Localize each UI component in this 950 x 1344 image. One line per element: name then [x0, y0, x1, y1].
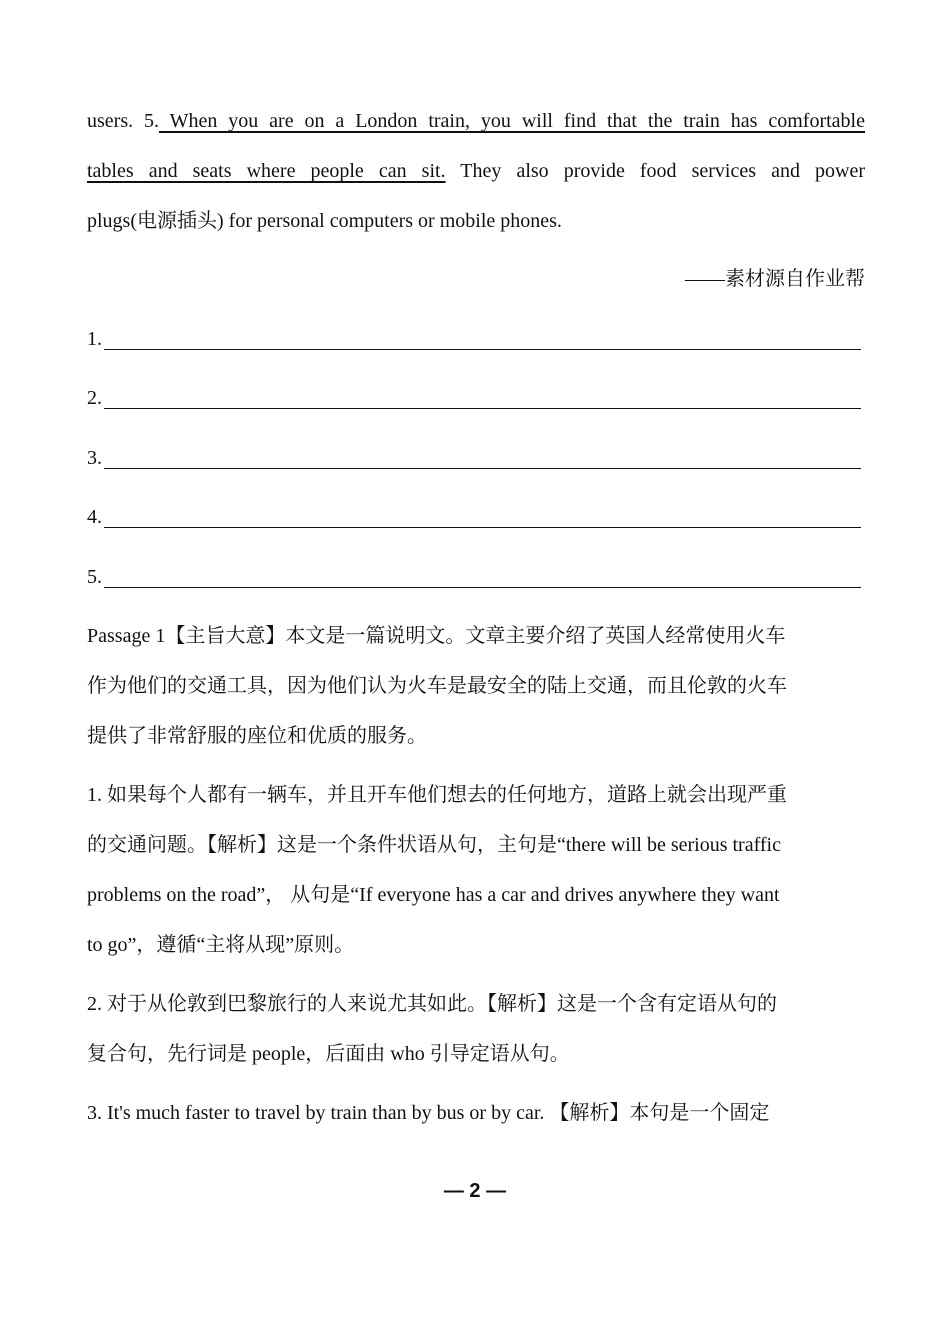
- underlined-sentence: tables and seats where people can sit.: [87, 160, 446, 182]
- answer-blank-2[interactable]: [87, 383, 861, 413]
- blank-number: 1.: [87, 328, 102, 350]
- answer-blank-1[interactable]: [87, 324, 861, 354]
- passage-line-2: [87, 156, 865, 186]
- blank-line[interactable]: [104, 443, 861, 469]
- blank-number: 5.: [87, 566, 102, 588]
- answer-blank-4[interactable]: [87, 502, 861, 532]
- summary-line: 提供了非常舒服的座位和优质的服务。: [87, 725, 427, 747]
- summary-line: 作为他们的交通工具，因为他们认为火车是最安全的陆上交通，而且伦敦的火车: [87, 675, 787, 697]
- answer-blank-3[interactable]: [87, 443, 861, 473]
- blank-line[interactable]: [104, 383, 861, 409]
- underlined-sentence: When you are on a London train, you will find that the train has comfortable: [159, 110, 865, 132]
- answer-explanation-1: problems on the road”， 从句是“If everyone has a car and drives anywhere they want: [87, 884, 780, 906]
- passage-text: users. 5.: [87, 110, 160, 132]
- passage-text: They also provide food services and power: [445, 160, 865, 182]
- answer-explanation-1: to go”，遵循“主将从现”原则。: [87, 934, 355, 956]
- answer-explanation-2: 2. 对于从伦敦到巴黎旅行的人来说尤其如此。【解析】这是一个含有定语从句的: [87, 993, 777, 1015]
- blank-number: 4.: [87, 506, 102, 528]
- blank-number: 2.: [87, 387, 102, 409]
- source-attribution: ——素材源自作业帮: [685, 268, 865, 290]
- page-number: — 2 —: [443, 1180, 507, 1202]
- blank-line[interactable]: [104, 502, 861, 528]
- blank-number: 3.: [87, 447, 102, 469]
- answer-explanation-3: 3. It's much faster to travel by train than by bus or by car. 【解析】本句是一个固定: [87, 1102, 770, 1124]
- passage-line-3: plugs(电源插头) for personal computers or mobile phones.: [87, 210, 562, 232]
- answer-explanation-2: 复合句，先行词是 people，后面由 who 引导定语从句。: [87, 1043, 570, 1065]
- summary-line: Passage 1【主旨大意】本文是一篇说明文。文章主要介绍了英国人经常使用火车: [87, 625, 786, 647]
- answer-explanation-1: 1. 如果每个人都有一辆车，并且开车他们想去的任何地方，道路上就会出现严重: [87, 784, 787, 806]
- blank-line[interactable]: [104, 562, 861, 588]
- blank-line[interactable]: [104, 324, 861, 350]
- passage-line-1: [87, 106, 865, 136]
- answer-explanation-1: 的交通问题。【解析】这是一个条件状语从句，主句是“there will be serious traffic: [87, 834, 781, 856]
- answer-blank-5[interactable]: [87, 562, 861, 592]
